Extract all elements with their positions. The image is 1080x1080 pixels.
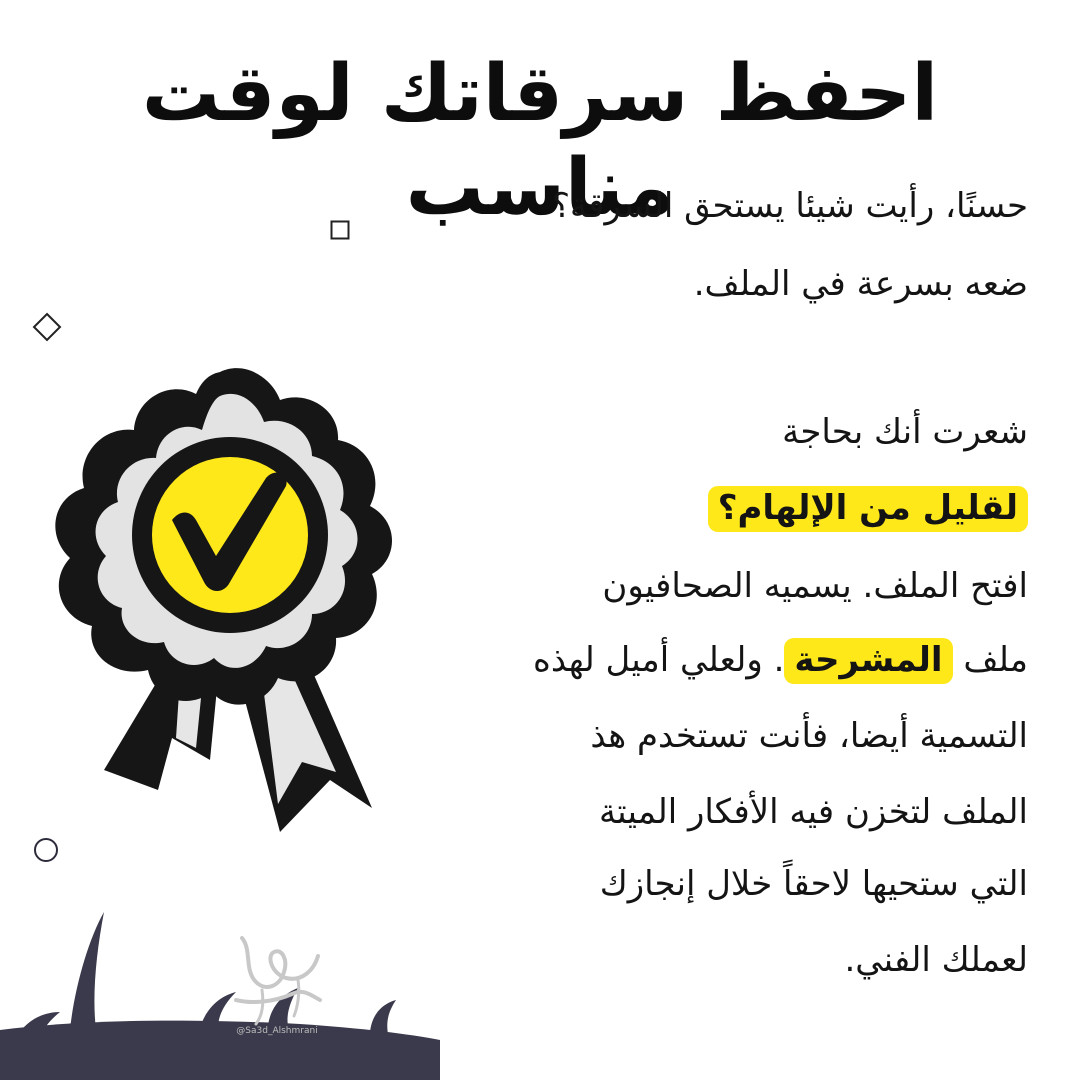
calligraphy-signature-logo <box>222 930 332 1030</box>
text-line: ضعه بسرعة في الملف. <box>693 264 1028 304</box>
watermark-handle: @Sa3d_Alshmrani <box>236 1026 318 1036</box>
highlight-morgue: المشرحة <box>784 638 952 684</box>
text-line: شعرت أنك بحاجة <box>782 412 1028 452</box>
award-ribbon-checkmark-icon <box>40 360 400 840</box>
text-line-highlight: ملف المشرحة. ولعلي أميل لهذه <box>468 642 1028 679</box>
text-line: افتح الملف. يسميه الصحافيون <box>602 566 1028 606</box>
diamond-outline-icon <box>32 312 62 342</box>
text-line: حسنًا، رأيت شيئا يستحق السرقة؟ <box>551 186 1028 226</box>
text-line: الملف لتخزن فيه الأفكار الميتة <box>598 792 1028 832</box>
text-line: التي ستحيها لاحقاً خلال إنجازك <box>599 864 1028 904</box>
ground-grass-illustration <box>0 900 440 1080</box>
text-line: التسمية أيضا، فأنت تستخدم هذ <box>590 716 1028 756</box>
text-line: لعملك الفني. <box>844 940 1028 980</box>
watermark-logo <box>222 930 332 1036</box>
page-title: احفظ سرقاتك لوقت مناسب <box>141 49 939 233</box>
square-outline-icon <box>330 220 350 240</box>
text-line-highlight <box>468 490 1028 527</box>
highlight-inspiration: لقليل من الإلهام؟ <box>708 486 1028 532</box>
circle-outline-icon <box>33 837 59 863</box>
